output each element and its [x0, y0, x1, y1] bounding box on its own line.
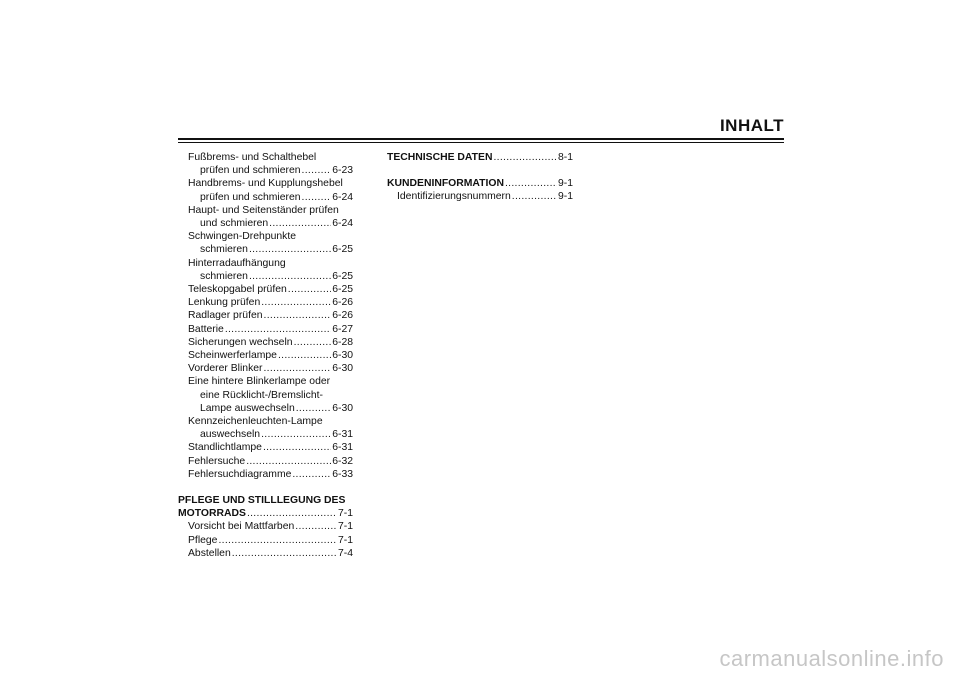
toc-entry[interactable]: Vorsicht bei Mattfarben ..... 7-1	[178, 520, 353, 533]
toc-entry[interactable]: Pflege ..... 7-1	[178, 534, 353, 547]
page-number: 6-30	[332, 350, 353, 362]
toc-entry[interactable]: Teleskopgabel prüfen ..... 6-25	[178, 283, 353, 296]
page-number: 7-1	[337, 521, 353, 533]
page-number: 7-1	[337, 508, 353, 520]
page-number: 6-23	[332, 165, 353, 177]
toc-entry[interactable]: Scheinwerferlampe ..... 6-30	[178, 349, 353, 362]
page-number: 9-1	[557, 191, 573, 203]
toc-line: Eine hintere Blinkerlampe oder	[188, 376, 331, 388]
page-number: 6-31	[332, 442, 353, 454]
page-number: 6-25	[332, 284, 353, 296]
toc-entry[interactable]: schmieren ..... 6-25	[178, 243, 353, 256]
page-number: 6-33	[332, 468, 353, 480]
toc-entry[interactable]: Fehlersuche ..... 6-32	[178, 455, 353, 468]
page-number: 7-4	[337, 547, 353, 559]
page-number: 6-24	[332, 218, 353, 230]
toc-entry[interactable]: Identifizierungsnummern ..... 9-1	[387, 190, 573, 203]
page-number: 6-25	[332, 270, 353, 282]
toc-entry[interactable]: Abstellen ..... 7-4	[178, 547, 353, 560]
section-entry[interactable]: KUNDENINFORMATION ..... 9-1	[387, 177, 573, 190]
section-title: PFLEGE UND STILLLEGUNG DES	[178, 495, 346, 507]
watermark: carmanualsonline.info	[719, 646, 944, 671]
toc-entry[interactable]: Lenkung prüfen ..... 6-26	[178, 296, 353, 309]
toc-line: Kennzeichenleuchten-Lampe	[188, 416, 323, 428]
toc-entry[interactable]: Batterie ..... 6-27	[178, 323, 353, 336]
toc-line: Handbrems- und Kupplungshebel	[188, 178, 343, 190]
page-number: 6-26	[332, 310, 353, 322]
page-number: 6-32	[332, 455, 353, 467]
toc-left-column	[178, 151, 353, 560]
toc-entry[interactable]: prüfen und schmieren ..... 6-23	[178, 164, 353, 177]
toc-entry[interactable]: Vorderer Blinker ..... 6-30	[178, 362, 353, 375]
toc-line: Hinterradaufhängung	[188, 257, 286, 269]
toc-entry[interactable]: auswechseln ..... 6-31	[178, 428, 353, 441]
page-number: 6-28	[332, 336, 353, 348]
toc-entry[interactable]: Lampe auswechseln ..... 6-30	[178, 402, 353, 415]
toc-entry[interactable]: und schmieren ..... 6-24	[178, 217, 353, 230]
toc-entry[interactable]: prüfen und schmieren ..... 6-24	[178, 191, 353, 204]
spacer	[178, 481, 353, 494]
toc-right-column	[387, 151, 573, 204]
section-entry[interactable]: MOTORRADS ..... 7-1	[178, 507, 353, 520]
toc-entry[interactable]: Fehlersuchdiagramme ..... 6-33	[178, 468, 353, 481]
page-number: 8-1	[557, 152, 573, 163]
header-rule-thin	[178, 142, 784, 143]
toc-entry[interactable]: schmieren ..... 6-25	[178, 270, 353, 283]
page-number: 7-1	[337, 534, 353, 546]
section-entry[interactable]: TECHNISCHE DATEN ..... 8-1	[387, 151, 573, 164]
toc-entry[interactable]: Sicherungen wechseln ..... 6-28	[178, 336, 353, 349]
toc-line: eine Rücklicht-/Bremslicht-	[200, 389, 323, 401]
page-number: 6-26	[332, 297, 353, 309]
page-number: 6-30	[332, 402, 353, 414]
toc-line: Fußbrems- und Schalthebel	[188, 152, 317, 163]
spacer	[387, 164, 573, 177]
toc-entry[interactable]: Standlichtlampe ..... 6-31	[178, 441, 353, 454]
page-number: 6-31	[332, 429, 353, 441]
page-number: 6-27	[332, 323, 353, 335]
page-number: 9-1	[557, 178, 573, 190]
page-number: 6-24	[332, 191, 353, 203]
page-number: 6-25	[332, 244, 353, 256]
toc-entry[interactable]: Radlager prüfen ..... 6-26	[178, 309, 353, 322]
toc-line: Haupt- und Seitenständer prüfen	[188, 204, 339, 216]
page-title: INHALT	[719, 116, 784, 135]
header-rule	[178, 138, 784, 140]
toc-line: Schwingen-Drehpunkte	[188, 231, 297, 243]
page-number: 6-30	[332, 363, 353, 375]
